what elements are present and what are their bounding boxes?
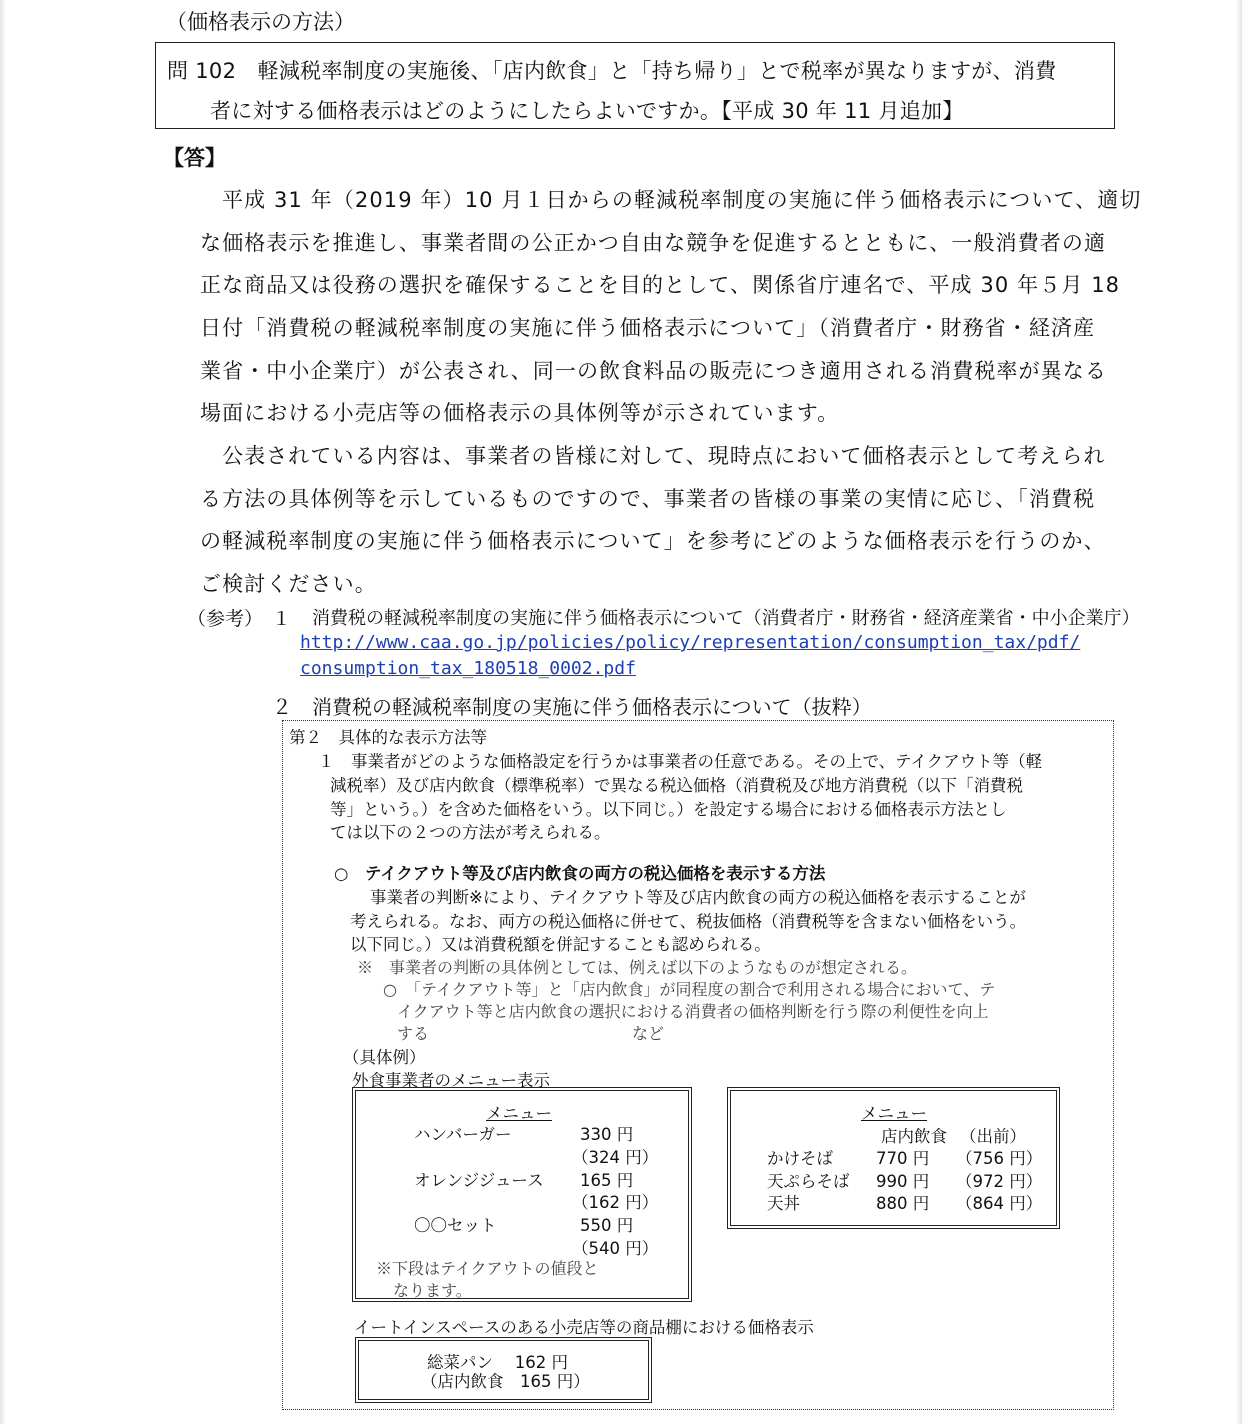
page-shadow-right <box>1236 0 1242 1424</box>
note-line: ○ 「テイクアウト等」と「店内飲食」が同程度の割合で利用される場合において、テ <box>383 980 996 999</box>
shelf-example-title: イートインスペースのある小売店等の商品棚における価格表示 <box>354 1318 814 1337</box>
excerpt-line: ては以下の２つの方法が考えられる。 <box>330 823 611 842</box>
shelf-price-line: 総菜パン 162 円 <box>427 1353 568 1372</box>
answer-line: 公表されている内容は、事業者の皆様に対して、現時点において価格表示として考えられ <box>222 444 1106 468</box>
menu-item-name: 〇〇セット <box>414 1216 497 1235</box>
menu-header-delivery: （出前） <box>960 1127 1026 1146</box>
menu-item-delivery-price: （864 円） <box>956 1194 1043 1213</box>
answer-line: な価格表示を推進し、事業者間の公正かつ自由な競争を促進するとともに、一般消費者の適 <box>200 231 1107 255</box>
answer-line: 正な商品又は役務の選択を確保することを目的として、関係省庁連名で、平成 30 年５月 18 <box>200 273 1121 297</box>
menu-item-name: 天丼 <box>767 1194 800 1213</box>
menu-item-price: 990 円 <box>876 1172 930 1191</box>
note-line: する <box>397 1024 430 1043</box>
reference-label: （参考） <box>187 608 264 630</box>
shelf-price-line: （店内飲食 165 円） <box>421 1372 590 1391</box>
answer-line: 平成 31 年（2019 年）10 月１日からの軽減税率制度の実施に伴う価格表示について、適切 <box>222 188 1142 212</box>
reference-item-1-text: 消費税の軽減税率制度の実施に伴う価格表示について（消費者庁・財務省・経済産業省・中小企業庁） <box>312 608 1140 629</box>
page-shadow-left <box>0 0 6 1424</box>
menu-note: ※下段はテイクアウトの値段と <box>376 1259 599 1278</box>
reference-item-1-number: １ <box>272 608 292 630</box>
answer-line: の軽減税率制度の実施に伴う価格表示について」を参考にどのような価格表示を行うのか、 <box>200 529 1106 553</box>
answer-line: 業省・中小企業庁）が公表され、同一の飲食料品の販売につき適用される消費税率が異なる <box>200 359 1107 383</box>
method-line: 以下同じ。）又は消費税額を併記することも認められる。 <box>350 935 771 954</box>
menu-item-takeout-price: （162 円） <box>572 1193 659 1212</box>
menu-item-price: 880 円 <box>876 1194 930 1213</box>
excerpt-line: 等」という。）を含めた価格をいう。以下同じ。）を設定する場合における価格表示方法とし <box>330 800 1007 819</box>
method-line: 考えられる。なお、両方の税込価格に併せて、税抜価格（消費税等を含まない価格をいう。 <box>350 912 1027 931</box>
question-line-2: 者に対する価格表示はどのようにしたらよいですか。【平成 30 年 11 月追加】 <box>210 99 964 123</box>
answer-line: 場面における小売店等の価格表示の具体例等が示されています。 <box>200 401 840 425</box>
reference-link-continued[interactable]: consumption_tax_180518_0002.pdf <box>300 658 636 679</box>
menu-title: メニュー <box>861 1104 927 1123</box>
answer-line: 日付「消費税の軽減税率制度の実施に伴う価格表示について」（消費者庁・財務省・経済産 <box>200 316 1096 340</box>
menu-title: メニュー <box>486 1104 552 1123</box>
reference-item-2: ２ 消費税の軽減税率制度の実施に伴う価格表示について（抜粋） <box>272 695 872 719</box>
menu-item-takeout-price: （324 円） <box>572 1148 659 1167</box>
menu-item-name: ハンバーガー <box>414 1125 512 1144</box>
note-line: イクアウト等と店内飲食の選択における消費者の価格判断を行う際の利便性を向上 <box>397 1002 989 1021</box>
menu-item-delivery-price: （972 円） <box>956 1172 1043 1191</box>
example-title: 外食事業者のメニュー表示 <box>352 1071 550 1090</box>
note-line: ※ 事業者の判断の具体例としては、例えば以下のようなものが想定される。 <box>357 958 918 977</box>
method-heading: ○ テイクアウト等及び店内飲食の両方の税込価格を表示する方法 <box>334 864 826 883</box>
menu-item-price: 330 円 <box>580 1125 634 1144</box>
reference-link[interactable]: http://www.caa.go.jp/policies/policy/representation/consumption_tax/pdf/ <box>300 632 1081 653</box>
method-line: 事業者の判断※により、テイクアウト等及び店内飲食の両方の税込価格を表示することが <box>370 888 1026 907</box>
answer-label: 【答】 <box>163 146 226 170</box>
excerpt-line: １ 事業者がどのような価格設定を行うかは事業者の任意である。その上で、テイクアウト等（軽 <box>318 752 1043 771</box>
answer-line: ご検討ください。 <box>200 572 377 596</box>
excerpt-section-title: 第２ 具体的な表示方法等 <box>289 728 487 747</box>
menu-item-delivery-price: （756 円） <box>956 1149 1043 1168</box>
question-line-1: 問 102 軽減税率制度の実施後、「店内飲食」と「持ち帰り」とで税率が異なりますが、消費 <box>167 59 1057 83</box>
section-heading: （価格表示の方法） <box>166 10 355 34</box>
answer-line: る方法の具体例等を示しているものですので、事業者の皆様の事業の実情に応じ、「消費税 <box>200 487 1096 511</box>
menu-note: なります。 <box>393 1281 472 1300</box>
menu-item-name: 天ぷらそば <box>767 1172 850 1191</box>
note-line: など <box>632 1024 665 1043</box>
menu-item-takeout-price: （540 円） <box>572 1239 659 1258</box>
excerpt-line: 減税率）及び店内飲食（標準税率）で異なる税込価格（消費税及び地方消費税（以下「消費税 <box>330 776 1023 795</box>
menu-item-price: 770 円 <box>876 1149 930 1168</box>
menu-header-dine-in: 店内飲食 <box>881 1127 947 1146</box>
menu-item-price: 550 円 <box>580 1216 634 1235</box>
menu-item-name: かけそば <box>767 1149 833 1168</box>
menu-item-name: オレンジジュース <box>414 1171 544 1190</box>
menu-item-price: 165 円 <box>580 1171 634 1190</box>
example-label: （具体例） <box>343 1048 426 1067</box>
